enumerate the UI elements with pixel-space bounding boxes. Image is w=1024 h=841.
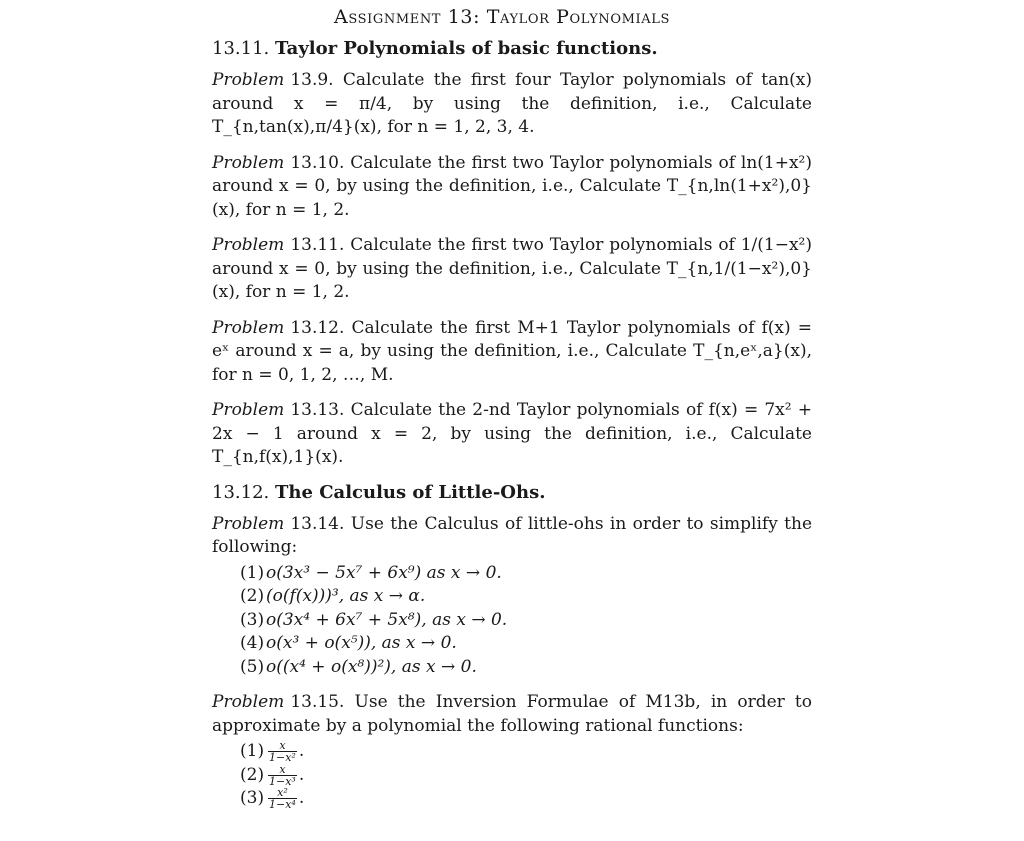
problem-label: Problem xyxy=(212,70,285,90)
section-title: The Calculus of Little-Ohs. xyxy=(275,481,546,503)
item-expression: (o(f(x)))³, as x → α. xyxy=(266,586,426,606)
problem xyxy=(212,399,812,470)
fraction-denominator: 1−x⁴ xyxy=(269,798,296,811)
item-expression: o(x³ + o(x⁵)), as x → 0. xyxy=(266,633,457,653)
problem-number: 13.15. xyxy=(290,692,345,712)
item-expression: o((x⁴ + o(x⁸))²), as x → 0. xyxy=(266,656,477,677)
section-number: 13.11. xyxy=(212,38,270,59)
problem xyxy=(212,691,812,811)
fraction-numerator: x xyxy=(268,764,297,776)
problem-number: 13.11. xyxy=(290,235,345,255)
list-item: (1) $\frac{x}{\text{1−x²}}$ . xyxy=(240,739,305,764)
problem-number: 13.13. xyxy=(290,400,345,420)
section-number: 13.12. xyxy=(212,481,270,503)
document-page xyxy=(212,6,812,823)
item-number: (2) xyxy=(240,764,265,785)
problem xyxy=(212,513,812,680)
problem-number: 13.9. xyxy=(290,70,334,90)
problem xyxy=(212,317,812,388)
problem-text: Calculate the 2-nd Taylor polynomials of f(x) = 7x² + 2x − 1 around x = 2, by using the definition, i.e., Calculate T_{n,f(x),1}(x). xyxy=(212,400,813,467)
problem-label: Problem xyxy=(212,692,285,712)
problem-text: Use the Calculus of little-ohs in order to simplify the following: xyxy=(212,513,813,557)
fraction xyxy=(268,740,297,763)
problem-number: 13.10. xyxy=(290,152,345,173)
problem-item-list xyxy=(240,562,812,680)
list-item xyxy=(240,656,812,680)
problem-label: Problem xyxy=(212,317,285,338)
problem-text: Calculate the first four Taylor polynomials of tan(x) around x = π/4, by using the definition, i.e., Calculate T_{n,tan(x),π/4}(x), for n = 1, 2, 3, 4. xyxy=(212,70,813,137)
fraction-numerator: x xyxy=(268,740,297,752)
fraction xyxy=(268,764,297,787)
item-number: (1) xyxy=(240,741,265,761)
problem-number: 13.14. xyxy=(290,513,345,534)
item-number: (1) xyxy=(240,562,265,583)
fraction-denominator: 1−x³ xyxy=(269,774,296,788)
list-item xyxy=(240,632,812,656)
item-number: (3) xyxy=(240,609,265,630)
list-item xyxy=(240,562,812,586)
item-number: (3) xyxy=(240,788,265,808)
section-heading xyxy=(212,482,812,503)
list-item xyxy=(240,609,812,633)
section-title: Taylor Polynomials of basic functions. xyxy=(275,38,658,59)
fraction xyxy=(268,787,297,810)
item-number: (5) xyxy=(240,656,265,677)
problem xyxy=(212,69,812,140)
list-item: (2) $\frac{x}{\text{1−x³}}$ . xyxy=(240,762,305,788)
list-item xyxy=(240,585,812,609)
item-expression: o(3x⁴ + 6x⁷ + 5x⁸), as x → 0. xyxy=(266,609,508,630)
problem-number: 13.12. xyxy=(290,317,345,338)
problem-label: Problem xyxy=(212,152,285,173)
problem xyxy=(212,234,812,305)
list-item: (3) $\frac{\text{x²}}{\text{1−x⁴}}$ . xyxy=(240,786,305,811)
problem-label: Problem xyxy=(212,235,285,255)
fraction-denominator: 1−x² xyxy=(269,751,296,764)
problem-item-list xyxy=(240,740,812,811)
fraction-numerator: x² xyxy=(268,787,297,799)
problem-text: Use the Inversion Formulae of M13b, in order to approximate by a polynomial the following rational functions: xyxy=(212,692,812,736)
problem-label: Problem xyxy=(212,513,285,534)
item-expression: o(3x³ − 5x⁷ + 6x⁹) as x → 0. xyxy=(266,562,502,583)
section-heading xyxy=(212,38,812,59)
assignment-title: Assignment 13: Taylor Polynomials xyxy=(334,6,670,28)
problem-text: Calculate the first two Taylor polynomials of ln(1+x²) around x = 0, by using the definition, i.e., Calculate T_{n,ln(1+x²),0}(x), for n = 1, 2. xyxy=(212,152,812,220)
problem-text: Calculate the first M+1 Taylor polynomials of f(x) = eˣ around x = a, by using the definition, i.e., Calculate T_{n,eˣ,a}(x), for n = 0, 1, 2, …, M. xyxy=(212,317,812,385)
item-number: (4) xyxy=(240,633,265,653)
problem-label: Problem xyxy=(212,400,285,420)
item-number: (2) xyxy=(240,586,265,606)
problem-text: Calculate the first two Taylor polynomials of 1/(1−x²) around x = 0, by using the definition, i.e., Calculate T_{n,1/(1−x²),0}(x), for n = 1, 2. xyxy=(212,235,812,302)
problem xyxy=(212,152,812,223)
